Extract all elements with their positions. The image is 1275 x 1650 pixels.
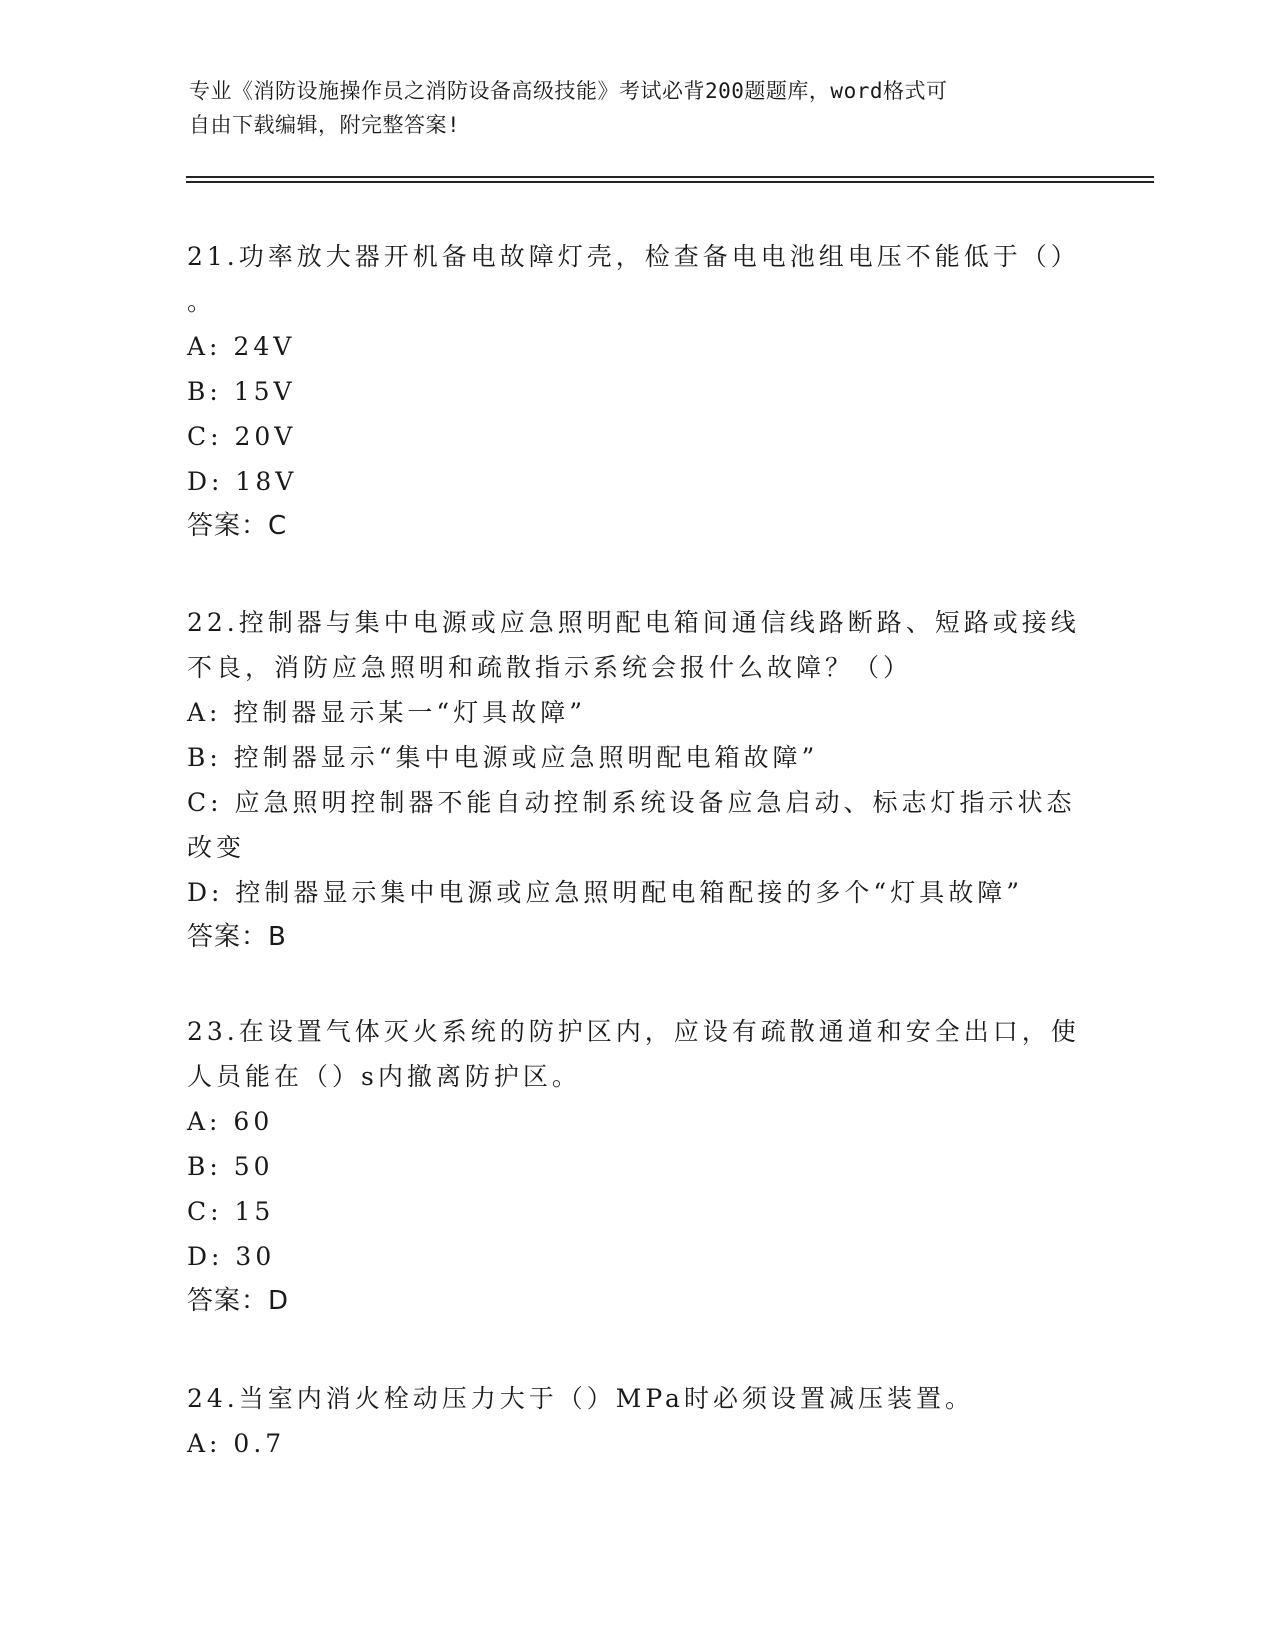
header-line-2: 自由下载编辑，附完整答案! (189, 113, 461, 137)
header-rule-top (186, 176, 1154, 178)
question-21 (187, 234, 1080, 549)
option-a: A: 24V (187, 332, 296, 361)
answer: 答案：B (187, 922, 287, 952)
option-a: A: 控制器显示某一“灯具故障” (187, 698, 586, 727)
option-c: C: 应急照明控制器不能自动控制系统设备应急启动、标志灯指示状态 (187, 788, 1076, 817)
option-d: D: 18V (187, 467, 298, 496)
question-22 (187, 600, 1080, 960)
answer: 答案：D (187, 1286, 290, 1316)
question-text: 不良，消防应急照明和疏散指示系统会报什么故障？（） (187, 653, 913, 682)
question-text: 。 (187, 287, 217, 316)
option-d: D: 30 (187, 1242, 276, 1271)
header-rule-bottom (186, 181, 1154, 183)
document-header (189, 74, 1089, 142)
question-text: 23.在设置气体灭火系统的防护区内，应设有疏散通道和安全出口，使 (187, 1017, 1080, 1046)
option-d: D: 控制器显示集中电源或应急照明配电箱配接的多个“灯具故障” (187, 878, 1023, 907)
question-text: 21.功率放大器开机备电故障灯壳，检查备电电池组电压不能低于（） (187, 242, 1080, 271)
option-a: A: 60 (187, 1107, 274, 1136)
header-line-1: 专业《消防设施操作员之消防设备高级技能》考试必背200题题库，word格式可 (189, 79, 948, 103)
option-c: C: 20V (187, 422, 297, 451)
option-b: B: 控制器显示“集中电源或应急照明配电箱故障” (187, 743, 819, 772)
question-23 (187, 1009, 1080, 1324)
option-b: B: 50 (187, 1152, 274, 1181)
option-c: C: 15 (187, 1197, 275, 1226)
question-text: 24.当室内消火栓动压力大于（）MPa时必须设置减压装置。 (187, 1384, 974, 1413)
question-24 (187, 1376, 1077, 1466)
option-b: B: 15V (187, 377, 296, 406)
option-a: A: 0.7 (187, 1429, 286, 1458)
question-text: 人员能在（）s内撤离防护区。 (187, 1062, 581, 1091)
question-text: 22.控制器与集中电源或应急照明配电箱间通信线路断路、短路或接线 (187, 608, 1080, 637)
option-c-continued: 改变 (187, 833, 246, 862)
answer: 答案：C (187, 511, 288, 541)
